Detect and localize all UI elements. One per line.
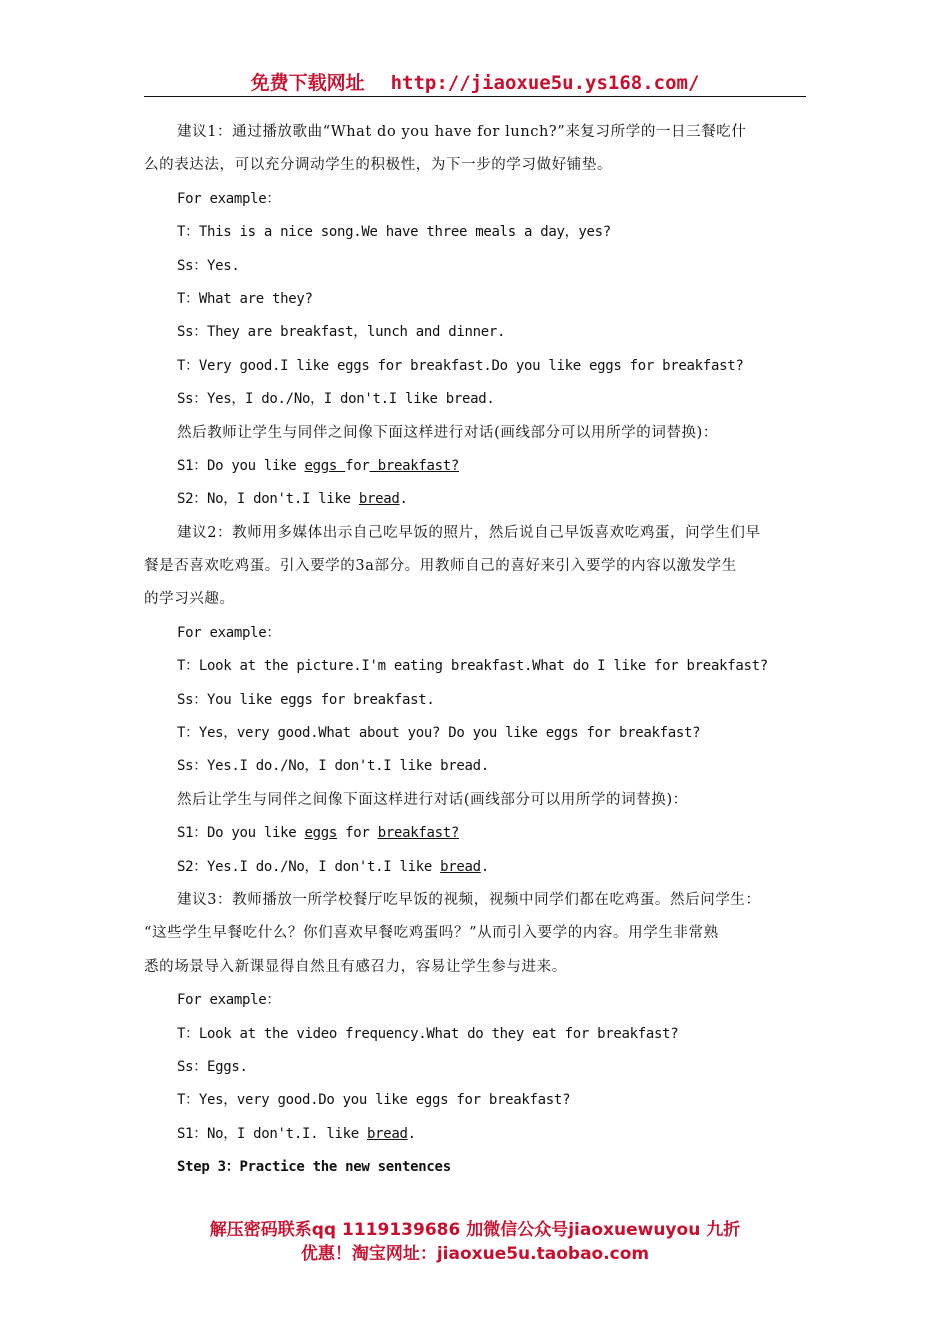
header-divider <box>144 96 806 97</box>
underlined-word: bread <box>366 1125 408 1142</box>
text-segment: for <box>337 825 378 842</box>
underlined-word: breakfast? <box>377 825 459 842</box>
dialogue-line: Ss：You like eggs for breakfast. <box>177 691 435 708</box>
underlined-word: bread <box>440 858 481 875</box>
pair-dialogue-s1 <box>144 817 806 850</box>
page-header <box>144 68 806 96</box>
dialogue-line: Ss：Yes.I do./No，I don't.I like bread. <box>177 758 489 775</box>
dialogue-line <box>144 1118 806 1151</box>
text-segment: S2：No，I don't.I like <box>177 491 359 508</box>
dialogue-line: Ss：Yes. <box>177 257 240 274</box>
text-segment: S1：No，I don't.I. like <box>177 1125 367 1142</box>
text-segment: . <box>480 858 489 875</box>
underlined-word: bread <box>358 491 400 508</box>
suggestion-1-line-2: 么的表达法，可以充分调动学生的积极性，为下一步的学习做好铺垫。 <box>144 157 613 174</box>
pair-dialogue-s2 <box>144 483 806 516</box>
page-footer <box>144 1218 806 1266</box>
dialogue-line: T：Yes，very good.What about you? Do you like eggs for breakfast? <box>177 725 701 742</box>
instruction-1: 然后教师让学生与同伴之间像下面这样进行对话(画线部分可以用所学的词替换)： <box>177 424 719 441</box>
text-segment: for <box>345 457 370 474</box>
dialogue-line: T：What are they? <box>177 290 313 307</box>
for-example-1: For example： <box>177 190 281 207</box>
instruction-2: 然后让学生与同伴之间像下面这样进行对话(画线部分可以用所学的词替换)： <box>177 791 688 808</box>
footer-line-2: 优惠！淘宝网址：jiaoxue5u.taobao.com <box>300 1244 650 1264</box>
dialogue-line: Ss：Yes，I do./No，I don't.I like bread. <box>177 391 495 408</box>
text-segment: . <box>399 491 408 508</box>
pair-dialogue-s2 <box>144 851 806 884</box>
document-body <box>144 116 806 1185</box>
for-example-3: For example： <box>177 992 281 1009</box>
text-segment: S2：Yes.I do./No，I don't.I like <box>177 858 441 875</box>
suggestion-3-line-3: 悉的场景导入新课显得自然且有感召力，容易让学生参与进来。 <box>144 958 567 975</box>
header-url-link[interactable]: http://jiaoxue5u.ys168.com/ <box>390 72 700 94</box>
underlined-word: breakfast? <box>369 457 459 474</box>
dialogue-line: T：This is a nice song.We have three meals a day，yes? <box>177 224 611 241</box>
suggestion-2-line-1: 建议2：教师用多媒体出示自己吃早饭的照片，然后说自己早饭喜欢吃鸡蛋，问学生们早 <box>177 524 761 541</box>
suggestion-2-line-3: 的学习兴趣。 <box>144 591 235 608</box>
dialogue-line: Ss：They are breakfast，lunch and dinner. <box>177 324 506 341</box>
text-segment: . <box>407 1125 416 1142</box>
dialogue-line: T：Very good.I like eggs for breakfast.Do you like eggs for breakfast? <box>177 357 744 374</box>
text-segment: S1：Do you like <box>177 825 305 842</box>
suggestion-2-line-2: 餐是否喜欢吃鸡蛋。引入要学的3a部分。用教师自己的喜好来引入要学的内容以激发学生 <box>144 558 737 575</box>
suggestion-3-line-2: “这些学生早餐吃什么？你们喜欢早餐吃鸡蛋吗？”从而引入要学的内容。用学生非常熟 <box>144 925 719 942</box>
dialogue-line: T：Yes，very good.Do you like eggs for breakfast? <box>177 1092 571 1109</box>
footer-line-1: 解压密码联系qq 1119139686 加微信公众号jiaoxuewuyou 九折 <box>209 1220 741 1240</box>
underlined-word: eggs <box>304 825 338 842</box>
for-example-2: For example： <box>177 624 281 641</box>
dialogue-line: T：Look at the picture.I'm eating breakfast.What do I like for breakfast? <box>177 658 768 675</box>
header-label: 免费下载网址 <box>250 72 365 94</box>
underlined-word: eggs <box>304 457 346 474</box>
text-segment: S1：Do you like <box>177 457 305 474</box>
dialogue-line: T：Look at the video frequency.What do they eat for breakfast? <box>177 1025 679 1042</box>
pair-dialogue-s1 <box>144 450 806 483</box>
step-3-heading: Step 3：Practice the new sentences <box>177 1159 451 1176</box>
dialogue-line: Ss：Eggs. <box>177 1058 248 1075</box>
suggestion-1-line-1: 建议1：通过播放歌曲“What do you have for lunch?”来复习所学的一日三餐吃什 <box>177 124 747 140</box>
suggestion-3-line-1: 建议3：教师播放一所学校餐厅吃早饭的视频，视频中同学们都在吃鸡蛋。然后问学生： <box>177 891 761 908</box>
